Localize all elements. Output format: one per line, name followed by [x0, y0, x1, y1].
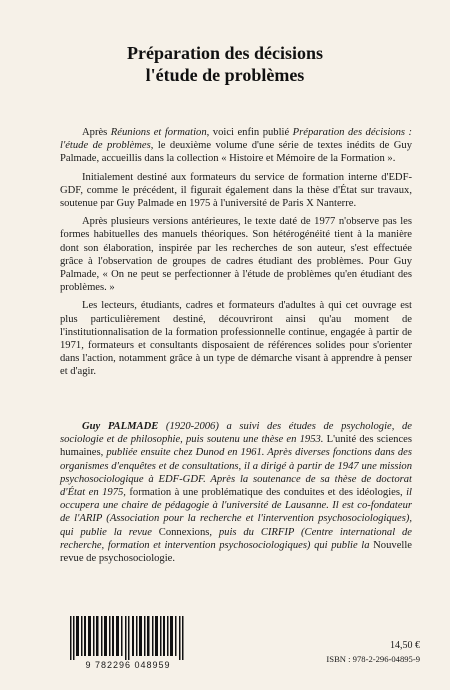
text-run: publiée ensuite chez Dunod en 1961. Après diverses fonctions dans des organismes d'enquêtes et de consultations, il a dirigé à partir de 1947 une mission psychosociologique à EDF-GDF. Après la soutenance de sa thèse de doctorat d'État en 1975, — [60, 447, 412, 499]
title-line-2: l'étude de problèmes — [145, 65, 305, 85]
intro-text — [60, 126, 412, 384]
barcode-number: 9 782296 048959 — [85, 660, 171, 670]
journal-nouvelle-revue: Nouvelle revue de psychosociologie — [60, 539, 412, 565]
author-name: Guy PALMADE — [82, 421, 159, 432]
text-run: (1920-2006) a suivi des études de psychologie, de sociologie et de philosophie, puis soutenu une thèse en 1953. — [60, 421, 412, 446]
text-run: L'unité des sciences humaines, — [60, 434, 412, 459]
barcode — [62, 616, 194, 672]
text-run: , voici enfin publié — [206, 127, 293, 138]
author-bio — [60, 420, 412, 565]
barcode-bars — [70, 616, 186, 660]
book-title-preparation: Préparation des décisions : l'étude de problèmes — [60, 127, 412, 152]
journal-connexions: Connexions — [158, 526, 210, 538]
text-run: Après — [82, 127, 111, 138]
price: 14,50 € — [390, 640, 420, 651]
text-run: . — [172, 553, 176, 565]
book-title-reunions: Réunions et formation — [110, 127, 207, 138]
intro-paragraph-1 — [60, 126, 412, 166]
text-run: formation à une problématique des conduites et des idéologies, — [125, 487, 403, 499]
isbn: ISBN : 978-2-296-04895-9 — [326, 654, 420, 664]
author-bio-paragraph — [60, 420, 412, 565]
text-run: , puis du CIRFIP (Centre international de recherche, formation et intervention psychosociologiques) qui publie la — [60, 526, 412, 551]
intro-paragraph-3: Après plusieurs versions antérieures, le texte daté de 1977 n'observe pas les formes habituelles des manuels théoriques. Son hétérogénéité tient à la manière dont son élaboration, inspirée par les recherches de son auteur, s'est effectuée grâce à l'observation de groupes de cadres étudiant des problèmes. Pour Guy Palmade, « On ne peut se perfectionner à l'étude de problèmes qu'en étudiant des problèmes. » — [60, 216, 412, 294]
text-run: , le deuxième volume d'une série de textes inédits de Guy Palmade, accueillis dans la collection « Histoire et Mémoire de la Formation ». — [60, 140, 412, 165]
title-line-1: Préparation des décisions — [127, 43, 323, 63]
text-run: il occupera une chaire de pédagogie à l'université de Lausanne. Il est co-fondateur de l'ARIP (Association pour la recherche et l'intervention psychosociologiques), qui publie la revue — [60, 487, 412, 538]
intro-paragraph-4: Les lecteurs, étudiants, cadres et formateurs d'adultes à qui cet ouvrage est plus particulièrement destiné, découvriront ainsi qu'au moment de l'institutionnalisation de la formation professionnelle continue, engagée à partir de 1971, formateurs et consultants disposaient de références solides pour s'orienter dans l'action, notamment grâce à un type de démarche visant à apprendre à penser et d'agir. — [60, 300, 412, 378]
intro-paragraph-2: Initialement destiné aux formateurs du service de formation interne d'EDF-GDF, comme le précédent, il figurait également dans la thèse d'État sur travaux, soutenue par Guy Palmade en 1975 à l'université de Paris X Nanterre. — [60, 171, 412, 210]
